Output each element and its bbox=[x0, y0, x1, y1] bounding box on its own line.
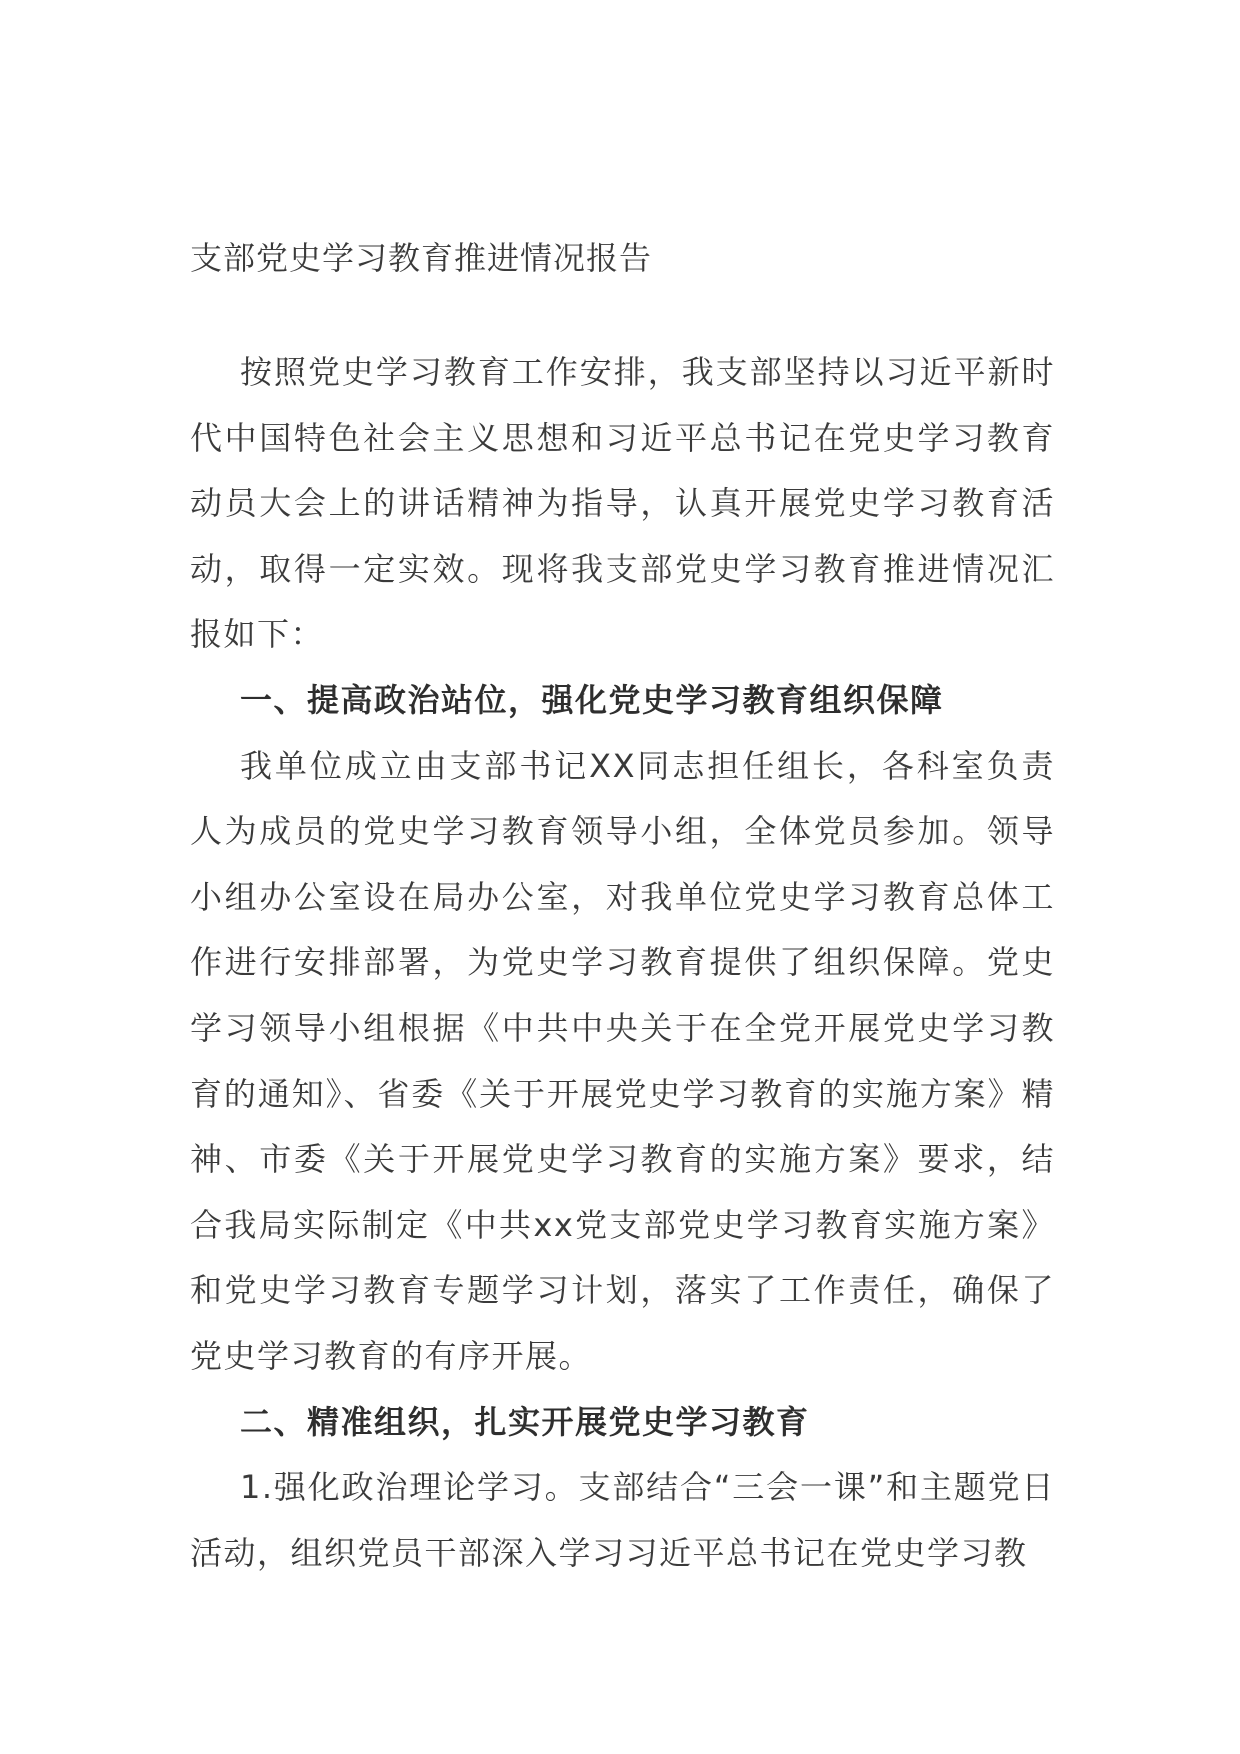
document-body bbox=[190, 236, 1055, 1586]
section-heading-1: 一、提高政治站位，强化党史学习教育组织保障 bbox=[240, 680, 944, 719]
section-heading-2: 二、精准组织，扎实开展党史学习教育 bbox=[240, 1402, 810, 1441]
intro-paragraph: 按照党史学习教育工作安排，我支部坚持以习近平新时代中国特色社会主义思想和习近平总书记在党史学习教育动员大会上的讲话精神为指导，认真开展党史学习教育活动，取得一定实效。现将我支部党史学习教育推进情况汇报如下： bbox=[190, 353, 1055, 654]
section-1-paragraph: 我单位成立由支部书记XX同志担任组长，各科室负责人为成员的党史学习教育领导小组，全体党员参加。领导小组办公室设在局办公室，对我单位党史学习教育总体工作进行安排部署，为党史学习教育提供了组织保障。党史学习领导小组根据《中共中央关于在全党开展党史学习教育的通知》、省委《关于开展党史学习教育的实施方案》精神、市委《关于开展党史学习教育的实施方案》要求，结合我局实际制定《中共xx党支部党史学习教育实施方案》和党史学习教育专题学习计划，落实了工作责任，确保了党史学习教育的有序开展。 bbox=[190, 746, 1055, 1375]
section-2-paragraph: 1.强化政治理论学习。支部结合“三会一课”和主题党日活动，组织党员干部深入学习习近平总书记在党史学习教 bbox=[190, 1468, 1055, 1572]
document-title: 支部党史学习教育推进情况报告 bbox=[190, 239, 653, 277]
